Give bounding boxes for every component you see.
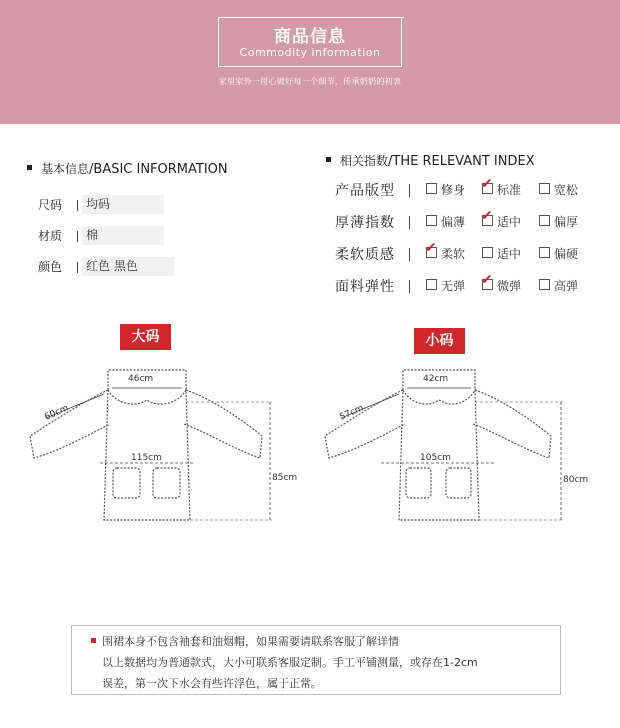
info-label: 尺码	[38, 198, 63, 212]
slogan: 家里家外一用心做好每一个细节，传承奶奶的初衷	[218, 77, 402, 86]
header-banner	[0, 0, 620, 124]
index-label: 面料弹性	[335, 279, 395, 295]
sleeve-label: 60cm	[43, 403, 71, 423]
right-sleeve	[184, 390, 262, 458]
index-heading-cn: 相关指数	[340, 154, 389, 168]
note-line-3: 误差，第一次下水会有些许浮色，属于正常。	[102, 677, 322, 690]
length-label: 80cm	[563, 475, 589, 485]
chest-label: 46cm	[128, 374, 154, 384]
hem-label: 115cm	[131, 453, 162, 463]
checkbox-icon	[482, 247, 493, 258]
index-option-label: 修身	[441, 183, 466, 197]
divider	[409, 184, 410, 197]
basic-heading-en: /BASIC INFORMATION	[89, 162, 228, 177]
divider	[77, 231, 78, 242]
small-apron-diagram	[305, 360, 605, 540]
relevant-index-heading	[326, 152, 535, 169]
left-sleeve	[325, 390, 405, 458]
index-label: 厚薄指数	[335, 215, 395, 231]
basic-info-heading	[27, 160, 228, 177]
index-option-label: 适中	[497, 247, 522, 261]
page-subtitle: Commodity information	[239, 46, 381, 59]
divider	[409, 280, 410, 293]
index-option-label: 宽松	[554, 183, 579, 197]
index-option-label: 偏薄	[441, 215, 466, 229]
right-sleeve	[473, 390, 551, 458]
index-label: 产品版型	[335, 183, 395, 199]
index-option-label: 微弹	[497, 279, 522, 293]
index-option-label: 标准	[497, 183, 522, 197]
index-label: 柔软质感	[335, 247, 395, 263]
divider	[77, 200, 78, 211]
divider	[77, 262, 78, 273]
checkbox-icon	[539, 247, 550, 258]
info-value: 棉	[82, 226, 164, 245]
info-label: 颜色	[38, 260, 63, 274]
bullet-icon	[91, 638, 96, 643]
apron-outline	[104, 370, 190, 520]
checkbox-icon	[539, 215, 550, 226]
checkmark-icon: ✔	[481, 272, 493, 288]
left-sleeve	[30, 390, 110, 458]
index-option-label: 适中	[497, 215, 522, 229]
index-option-label: 高弹	[554, 279, 579, 293]
index-option-label: 偏厚	[554, 215, 579, 229]
hem-label: 105cm	[420, 453, 451, 463]
basic-heading-cn: 基本信息	[41, 162, 90, 176]
checkbox-icon	[426, 279, 437, 290]
index-option-label: 偏硬	[554, 247, 579, 261]
sleeve-label: 57cm	[338, 403, 366, 423]
checkbox-icon	[539, 279, 550, 290]
checkbox-icon	[539, 183, 550, 194]
index-heading-en: /THE RELEVANT INDEX	[388, 154, 535, 169]
divider	[409, 216, 410, 229]
checkmark-icon: ✔	[481, 208, 493, 224]
checkmark-icon: ✔	[425, 240, 437, 256]
info-value: 红色 黑色	[82, 257, 174, 276]
page-title: 商品信息	[274, 27, 346, 47]
size-badge-large: 大码	[120, 324, 171, 350]
checkbox-icon	[426, 215, 437, 226]
title-frame	[218, 17, 402, 67]
chest-label: 42cm	[423, 374, 449, 384]
notes-box	[71, 625, 561, 695]
bullet-icon	[27, 165, 32, 170]
divider	[409, 248, 410, 261]
bullet-icon	[326, 157, 331, 162]
note-line-1: 围裙本身不包含袖套和油烟帽，如果需要请联系客服了解详情	[102, 635, 399, 648]
length-label: 85cm	[272, 473, 298, 483]
index-option-label: 无弹	[441, 279, 466, 293]
checkmark-icon: ✔	[481, 176, 493, 192]
large-apron-diagram	[10, 360, 310, 540]
size-badge-small: 小码	[414, 328, 465, 354]
info-label: 材质	[38, 229, 63, 243]
index-option-label: 柔软	[441, 247, 466, 261]
note-line-2: 以上数据均为普通款式，大小可联系客服定制。手工平铺测量，或存在1-2cm	[102, 656, 478, 669]
info-value: 均码	[82, 195, 164, 214]
checkbox-icon	[426, 183, 437, 194]
